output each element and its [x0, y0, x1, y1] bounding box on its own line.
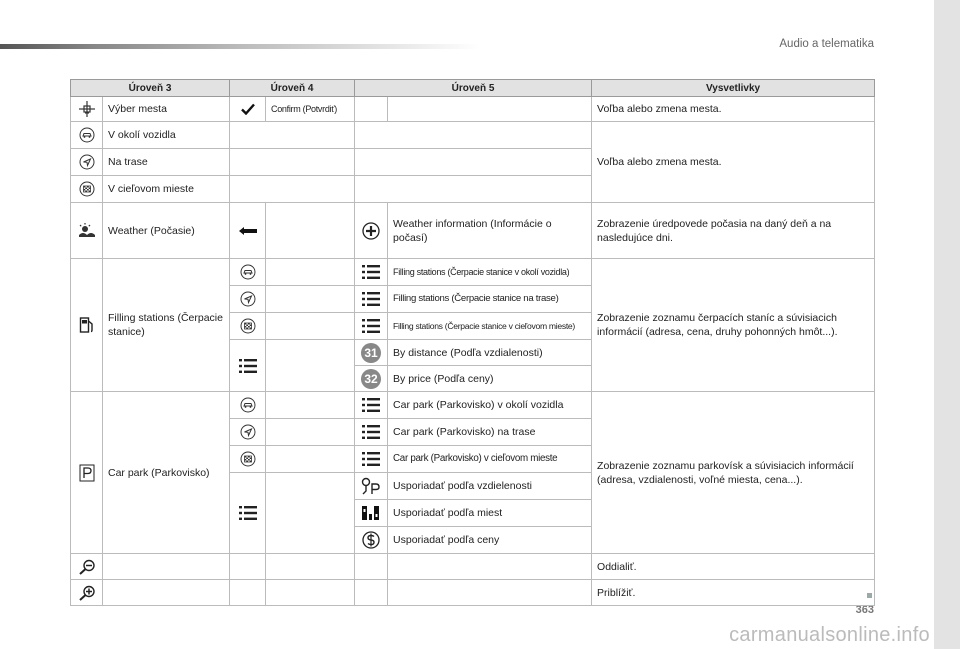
filling-around-label: Filling stations (Čerpacie stanice v okolí vozidla) — [388, 259, 592, 286]
column-header-explanation: Vysvetlivky — [592, 80, 875, 97]
dollar-circle-icon — [355, 527, 388, 554]
confirm-label: Confirm (Potvrdiť) — [266, 97, 355, 122]
page-side-strip — [934, 0, 960, 649]
header-gradient-bar — [0, 44, 480, 49]
on-route-icon — [230, 286, 266, 313]
list-icon — [355, 419, 388, 446]
page-number: 363 — [855, 604, 874, 616]
table-row — [71, 97, 875, 122]
table-row — [71, 554, 875, 580]
at-destination-icon — [230, 446, 266, 473]
city-select-label: Výber mesta — [103, 97, 230, 122]
parking-icon — [71, 392, 103, 554]
filling-destination-label: Filling stations (Čerpacie stanice v cieľovom mieste) — [388, 313, 592, 340]
weather-description: Zobrazenie úredpovede počasia na daný deň a na nasledujúce dni. — [592, 203, 875, 259]
zoom-in-icon — [71, 580, 103, 606]
sort-by-distance-label: By distance (Podľa vzdialenosti) — [388, 340, 592, 366]
list-icon — [230, 340, 266, 392]
list-icon — [355, 313, 388, 340]
checkmark-icon — [230, 97, 266, 122]
car-park-destination-label: Car park (Parkovisko) v cieľovom mieste — [388, 446, 592, 473]
on-route-label: Na trase — [103, 149, 230, 176]
sort-by-price-label: Usporiadať podľa ceny — [388, 527, 592, 554]
column-header-level-5: Úroveň 5 — [355, 80, 592, 97]
parking-distance-icon — [355, 473, 388, 500]
list-icon — [355, 259, 388, 286]
at-destination-icon — [230, 313, 266, 340]
table-row — [71, 122, 875, 149]
back-arrow-icon — [230, 203, 266, 259]
car-park-route-label: Car park (Parkovisko) na trase — [388, 419, 592, 446]
car-park-description: Zobrazenie zoznamu parkovísk a súvisiacich informácií (adresa, vzdialenosti, voľné miesta, cena...). — [592, 392, 875, 554]
parking-spaces-icon — [355, 500, 388, 527]
list-icon — [355, 286, 388, 313]
sort-price-badge: 32 — [355, 366, 388, 392]
sort-distance-badge: 31 — [355, 340, 388, 366]
city-select-description: Voľba alebo zmena mesta. — [592, 97, 875, 122]
fuel-pump-icon — [71, 259, 103, 392]
add-circle-icon — [355, 203, 388, 259]
zoom-out-icon — [71, 554, 103, 580]
weather-info-label: Weather information (Informácie o počasí) — [388, 203, 592, 259]
sort-by-places-label: Usporiadať podľa miest — [388, 500, 592, 527]
page-header-title: Audio a telematika — [779, 38, 874, 50]
table-header-row — [71, 80, 875, 97]
filling-route-label: Filling stations (Čerpacie stanice na trase) — [388, 286, 592, 313]
around-vehicle-icon — [230, 392, 266, 419]
list-icon — [230, 473, 266, 554]
column-header-level-3: Úroveň 3 — [71, 80, 230, 97]
at-destination-label: V cieľovom mieste — [103, 176, 230, 203]
zoom-out-description: Oddialiť. — [592, 554, 875, 580]
filling-stations-label: Filling stations (Čerpacie stanice) — [103, 259, 230, 392]
weather-icon — [71, 203, 103, 259]
on-route-icon — [230, 419, 266, 446]
car-park-label: Car park (Parkovisko) — [103, 392, 230, 554]
sort-by-distance-label: Usporiadať podľa vzdielenosti — [388, 473, 592, 500]
table-row — [71, 203, 875, 259]
filling-stations-description: Zobrazenie zoznamu čerpacích staníc a súvisiacich informácií (adresa, cena, druhy pohonných hmôt...). — [592, 259, 875, 392]
city-select-icon — [71, 97, 103, 122]
list-icon — [355, 392, 388, 419]
on-route-icon — [71, 149, 103, 176]
car-park-around-label: Car park (Parkovisko) v okolí vozidla — [388, 392, 592, 419]
settings-table — [70, 79, 875, 606]
watermark: carmanualsonline.info — [729, 624, 930, 646]
sort-by-price-label: By price (Podľa ceny) — [388, 366, 592, 392]
around-vehicle-icon — [230, 259, 266, 286]
column-header-level-4: Úroveň 4 — [230, 80, 355, 97]
at-destination-icon — [71, 176, 103, 203]
weather-label: Weather (Počasie) — [103, 203, 230, 259]
around-vehicle-icon — [71, 122, 103, 149]
table-row — [71, 392, 875, 419]
zoom-in-description: Priblížiť. — [592, 580, 875, 606]
list-icon — [355, 446, 388, 473]
around-vehicle-label: V okolí vozidla — [103, 122, 230, 149]
table-row — [71, 259, 875, 286]
area-select-description: Voľba alebo zmena mesta. — [592, 122, 875, 203]
table-row — [71, 580, 875, 606]
